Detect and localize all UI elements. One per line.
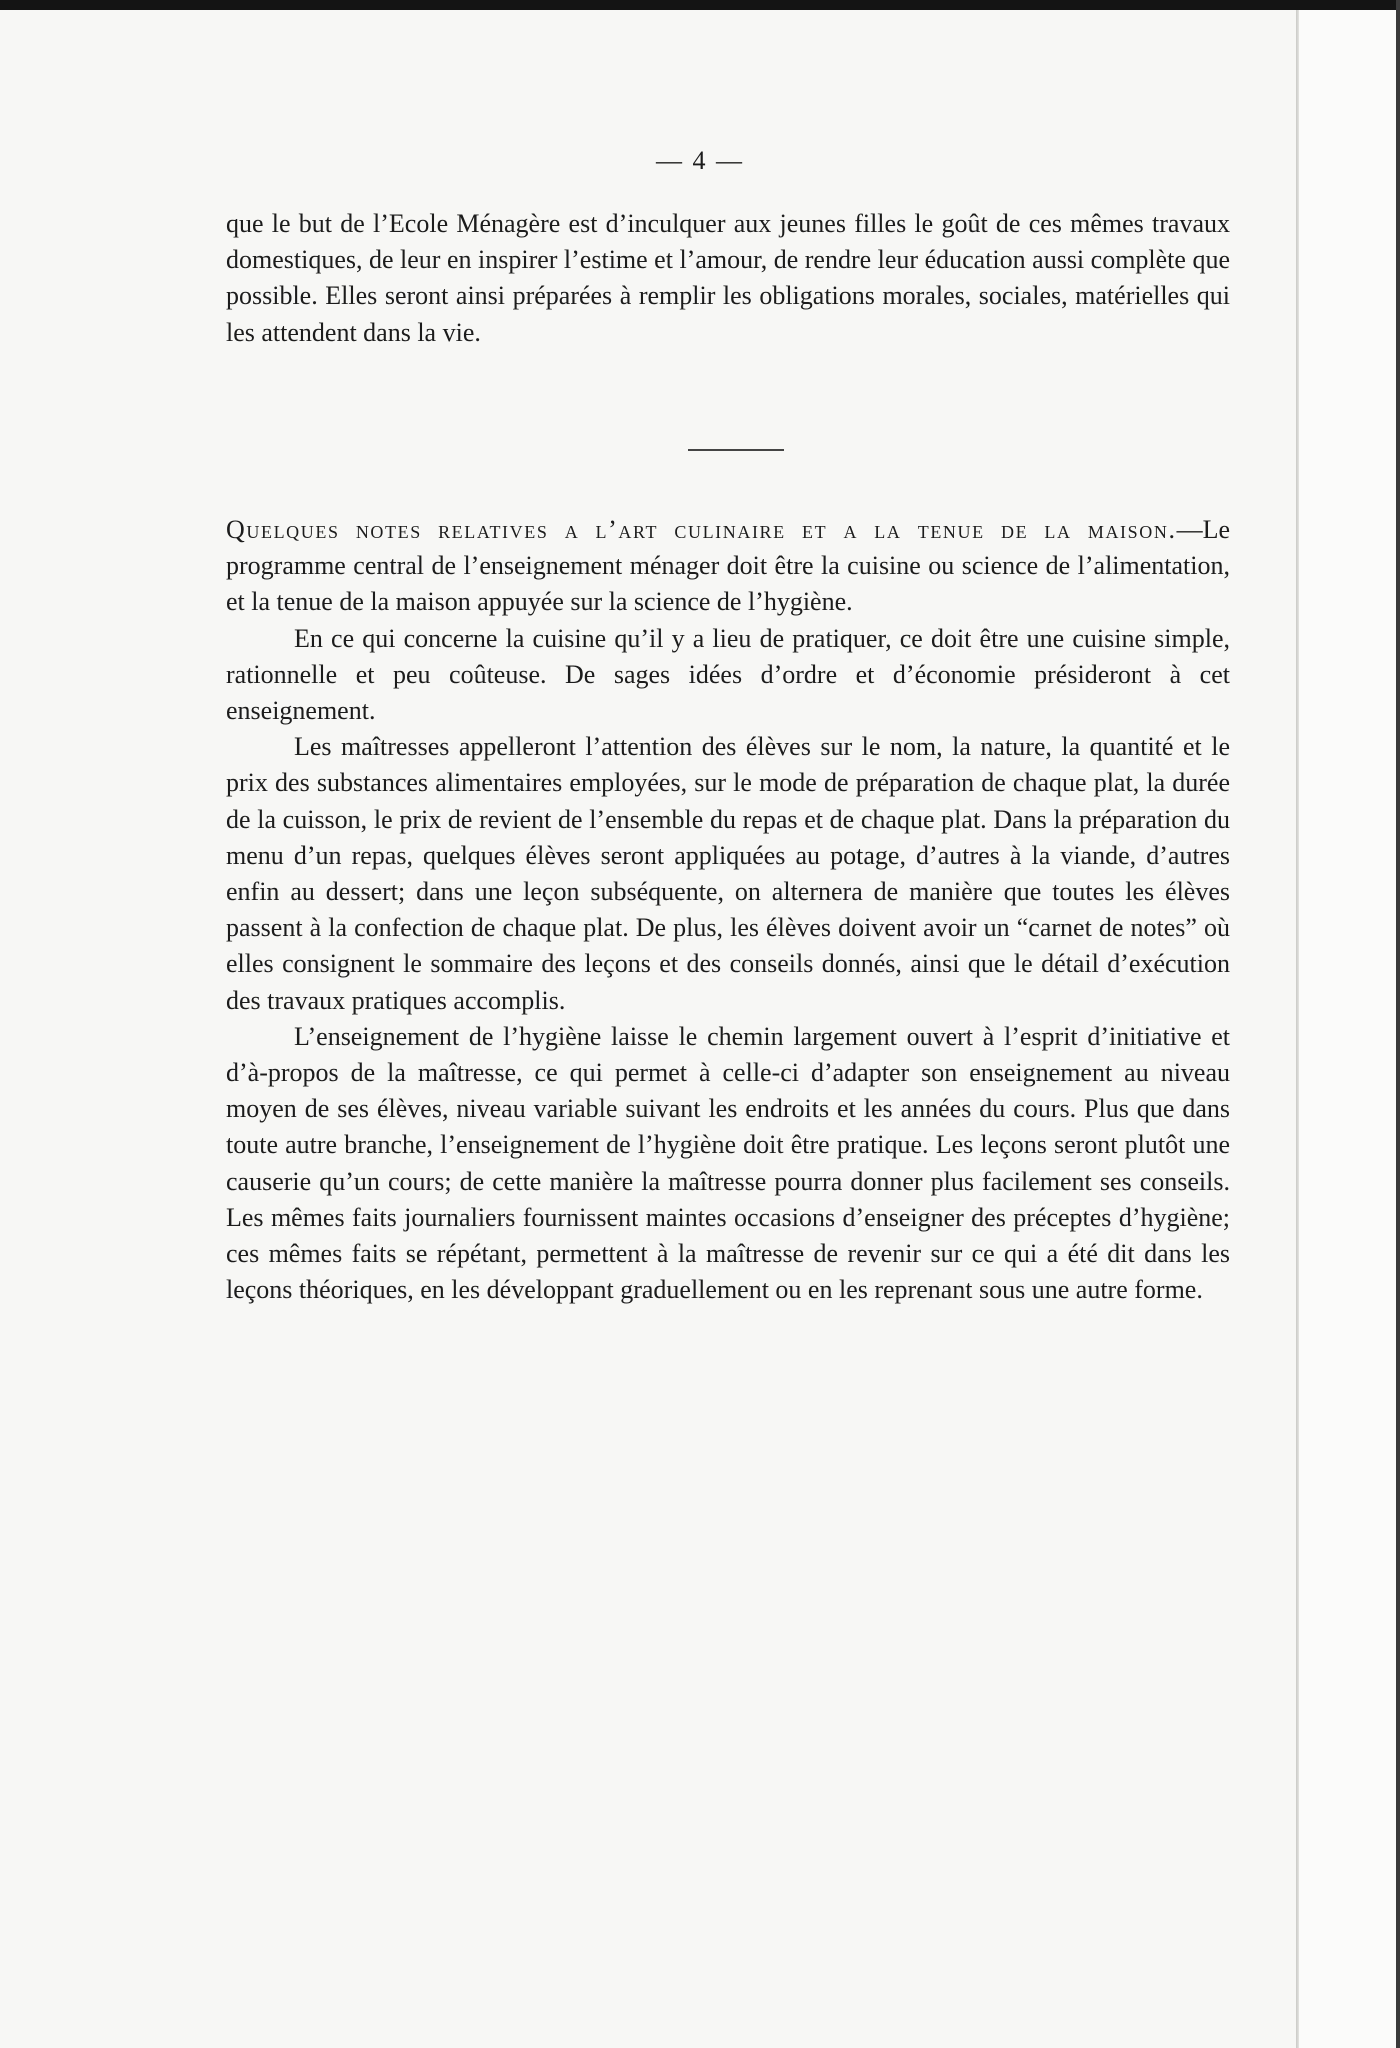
intro-paragraph-block <box>226 206 1230 351</box>
paragraph-maitresses: Les maîtresses appelleront l’attention des élèves sur le nom, la nature, la quantité et le prix des substances alimentaires employées, sur le mode de préparation de chaque plat, la durée de la cuisson, le prix de revient de l’ensemble du repas et de chaque plat. Dans la préparation du menu d’un repas, quelques élèves seront appliquées au potage, d’autres à la viande, d’autres enfin au dessert; dans une leçon subséquente, on alternera de manière que toutes les élèves passent à la confection de chaque plat. De plus, les élèves doivent avoir un “carnet de notes” où elles consignent le sommaire des leçons et des conseils donnés, ainsi que le détail d’exécution des travaux pratiques accomplis. <box>226 732 1230 1015</box>
paragraph-cuisine: En ce qui concerne la cuisine qu’il y a lieu de pratiquer, ce doit être une cuisine simple, rationnelle et peu coûteuse. De sages idées d’ordre et d’économie présideront à cet enseignement. <box>226 623 1230 726</box>
intro-paragraph: que le but de l’Ecole Ménagère est d’inculquer aux jeunes filles le goût de ces mêmes travaux domestiques, de leur en inspirer l’estime et l’amour, de rendre leur éducation aussi complète que possible. Elles seront ainsi préparées à remplir les obligations morales, sociales, matérielles qui les attendent dans la vie. <box>226 209 1230 347</box>
paragraph-hygiene: L’enseignement de l’hygiène laisse le chemin largement ouvert à l’esprit d’initiative et d’à-propos de la maîtresse, ce qui permet à celle-ci d’adapter son enseignement au niveau moyen de ses élèves, niveau variable suivant les endroits et les années du cours. Plus que dans toute autre branche, l’enseignement de l’hygiène doit être pratique. Les leçons seront plutôt une causerie qu’un cours; de cette manière la maîtresse pourra donner plus facilement ses conseils. Les mêmes faits journaliers fournissent maintes occasions d’enseigner des préceptes d’hygiène; ces mêmes faits se répétant, permettent à la maîtresse de revenir sur ce qui a été dit dans les leçons théoriques, en les développant graduellement ou en les reprenant sous une autre forme. <box>226 1021 1230 1305</box>
scan-top-border <box>0 0 1400 10</box>
scan-right-border <box>1396 0 1400 2048</box>
section-divider <box>688 449 784 451</box>
section-heading: Quelques notes relatives a l’art culinaire et a la tenue de la maison. <box>226 515 1177 544</box>
page-margin-strip <box>1299 10 1396 2048</box>
page-number: — 4 — <box>656 146 744 175</box>
section-block <box>226 512 1230 1308</box>
section-heading-continuation: —Le programme central de l’enseignement ménager doit être la cuisine ou science de l’alimentation, et la tenue de la maison appuyée sur la science de l’hygiène. <box>226 515 1230 617</box>
section-lead-paragraph <box>226 512 1230 621</box>
